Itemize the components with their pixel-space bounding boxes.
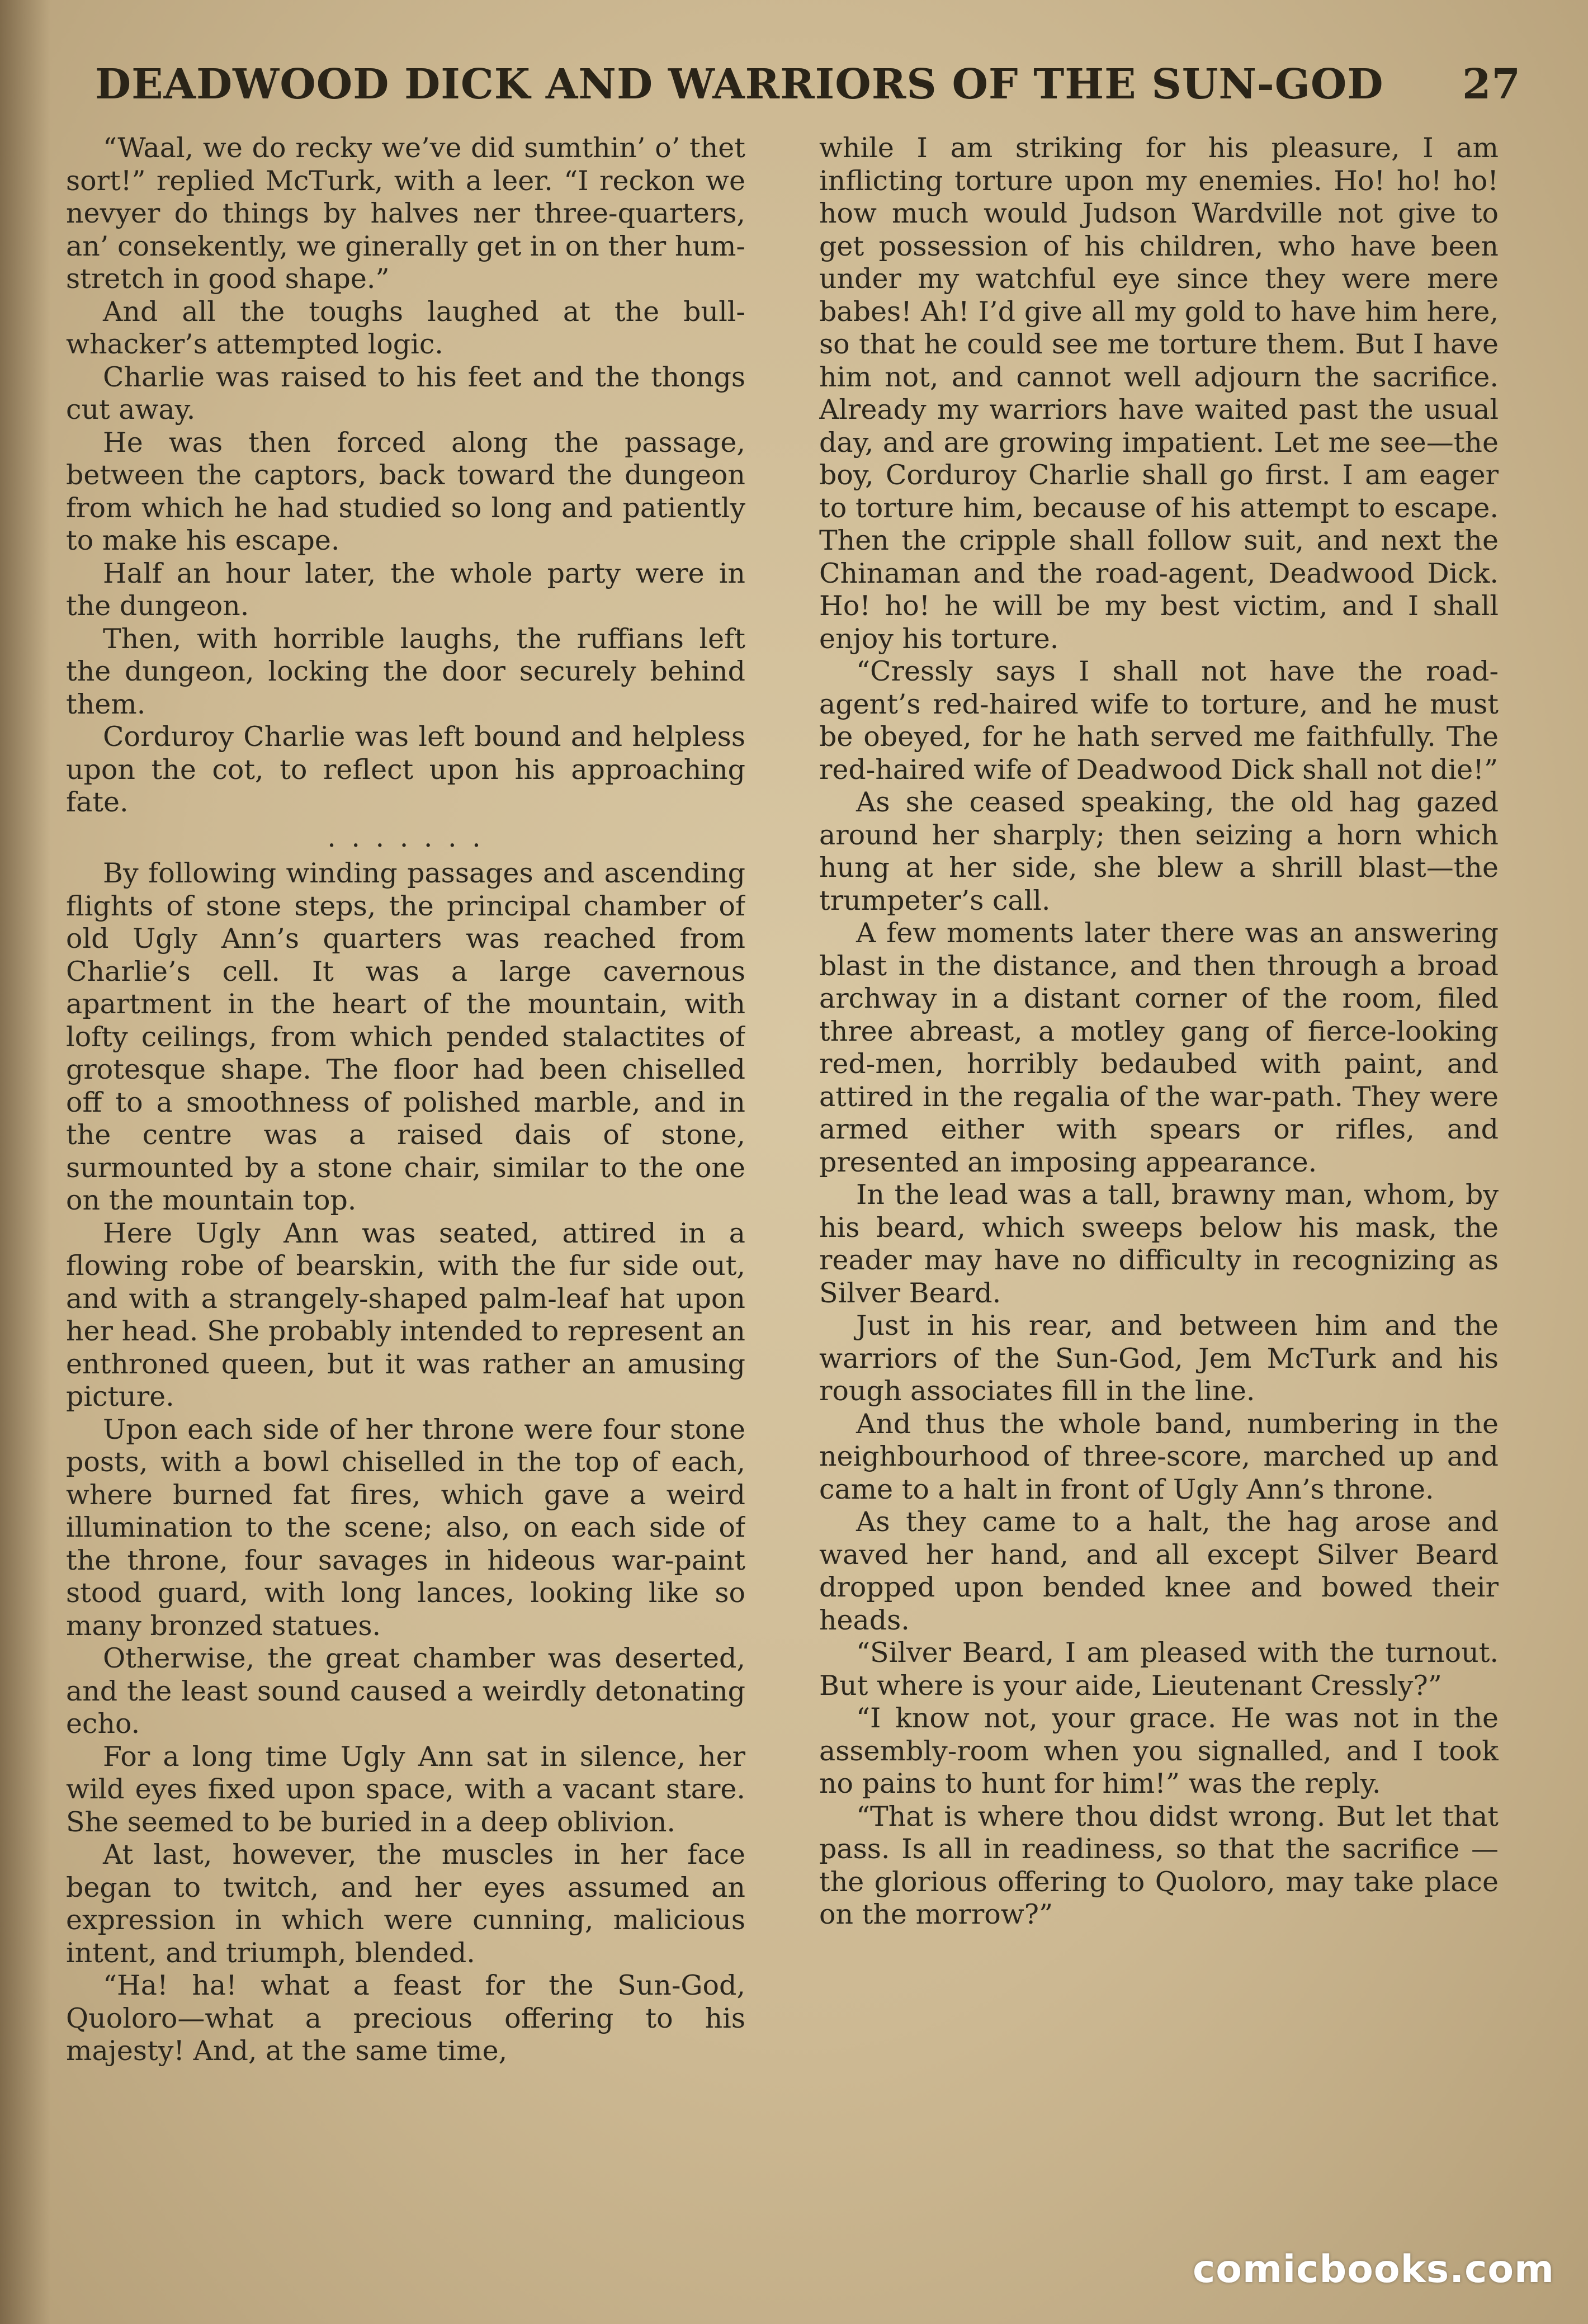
page-number: 27 xyxy=(1462,60,1521,108)
running-title: DEADWOOD DICK AND WARRIORS OF THE SUN-GOD xyxy=(95,60,1384,108)
paragraph: “Silver Beard, I am pleased with the turnout. But where is your aide, Lieutenant Cressly?” xyxy=(819,1637,1499,1702)
section-break: . . . . . . . xyxy=(327,821,484,853)
paragraph: Here Ugly Ann was seated, attired in a flowing robe of bearskin, with the fur side out, and with a strangely-shaped palm-leaf hat upon her head. She probably intended to represent an enthroned queen, but it was rather an amusing picture. xyxy=(66,1217,745,1413)
paragraph: Half an hour later, the whole party were in the dungeon. xyxy=(66,557,745,622)
paragraph: “Cressly says I shall not have the road-agent’s red-haired wife to torture, and he must be obeyed, for he hath served me faithfully. The red-haired wife of Deadwood Dick shall not die!” xyxy=(819,655,1499,786)
paragraph: “Waal, we do recky we’ve did sumthin’ o’ thet sort!” replied McTurk, with a leer. “I reckon we nevyer do things by halves ner three-quarters, an’ consekently, we ginerally get in on ther hum-stretch in good shape.” xyxy=(66,132,745,295)
paragraph: In the lead was a tall, brawny man, whom, by his beard, which sweeps below his mask, the reader may have no difficulty in recognizing as Silver Beard. xyxy=(819,1179,1499,1309)
right-text-column xyxy=(819,132,1499,2190)
paragraph: while I am striking for his pleasure, I am inflicting torture upon my enemies. Ho! ho! ho! how much would Judson Wardville not give to get possession of his children, who have been under my watchful eye since they were mere babes! Ah! I’d give all my gold to have him here, so that he could see me torture them. But I have him not, and cannot well adjourn the sacrifice. Already my warriors have waited past the usual day, and are growing impatient. Let me see—the boy, Corduroy Charlie shall go first. I am eager to torture him, because of his attempt to escape. Then the cripple shall follow suit, and next the Chinaman and the road-agent, Deadwood Dick. Ho! ho! he will be my best victim, and I shall enjoy his torture. xyxy=(819,132,1499,655)
paragraph: Then, with horrible laughs, the ruffians left the dungeon, locking the door securely behind them. xyxy=(66,622,745,720)
paragraph: For a long time Ugly Ann sat in silence, her wild eyes fixed upon space, with a vacant stare. She seemed to be buried in a deep oblivion. xyxy=(66,1740,745,1838)
left-text-column xyxy=(66,132,745,2190)
paragraph: As they came to a halt, the hag arose and waved her hand, and all except Silver Beard dropped upon bended knee and bowed their heads. xyxy=(819,1506,1499,1636)
paragraph: He was then forced along the passage, between the captors, back toward the dungeon from which he had studied so long and patiently to make his escape. xyxy=(66,426,745,556)
spine-shadow xyxy=(0,0,50,2324)
paragraph: And all the toughs laughed at the bull-whacker’s attempted logic. xyxy=(66,295,745,360)
paragraph: Charlie was raised to his feet and the thongs cut away. xyxy=(66,361,745,426)
paragraph: And thus the whole band, numbering in the neighbourhood of three-score, marched up and came to a halt in front of Ugly Ann’s throne. xyxy=(819,1407,1499,1505)
paragraph: Otherwise, the great chamber was deserted, and the least sound caused a weirdly detonating echo. xyxy=(66,1642,745,1740)
paragraph: At last, however, the muscles in her face began to twitch, and her eyes assumed an expression in which were cunning, malicious intent, and triumph, blended. xyxy=(66,1839,745,1969)
running-header xyxy=(95,54,1521,115)
paragraph: “I know not, your grace. He was not in the assembly-room when you signalled, and I took no pains to hunt for him!” was the reply. xyxy=(819,1702,1499,1799)
paragraph: Just in his rear, and between him and the warriors of the Sun-God, Jem McTurk and his rough associates fill in the line. xyxy=(819,1310,1499,1407)
paragraph: “That is where thou didst wrong. But let that pass. Is all in readiness, so that the sacrifice — the glorious offering to Quoloro, may take place on the morrow?” xyxy=(819,1800,1499,1930)
paragraph: “Ha! ha! what a feast for the Sun-God, Quoloro—what a precious offering to his majesty! And, at the same time, xyxy=(66,1969,745,2067)
paragraph: Upon each side of her throne were four stone posts, with a bowl chiselled in the top of each, where burned fat fires, which gave a weird illumination to the scene; also, on each side of the throne, four savages in hideous war-paint stood guard, with long lances, looking like so many bronzed statues. xyxy=(66,1413,745,1642)
paragraph: A few moments later there was an answering blast in the distance, and then through a broad archway in a distant corner of the room, filed three abreast, a motley gang of fierce-looking red-men, horribly bedaubed with paint, and attired in the regalia of the war-path. They were armed either with spears or rifles, and presented an imposing appearance. xyxy=(819,917,1499,1178)
paragraph: Corduroy Charlie was left bound and helpless upon the cot, to reflect upon his approaching fate. xyxy=(66,721,745,818)
paragraph: By following winding passages and ascending flights of stone steps, the principal chamber of old Ugly Ann’s quarters was reached from Charlie’s cell. It was a large cavernous apartment in the heart of the mountain, with lofty ceilings, from which pended stalactites of grotesque shape. The floor had been chiselled off to a smoothness of polished marble, and in the centre was a raised dais of stone, surmounted by a stone chair, similar to the one on the mountain top. xyxy=(66,857,745,1216)
paragraph: As she ceased speaking, the old hag gazed around her sharply; then seizing a horn which hung at her side, she blew a shrill blast—the trumpeter’s call. xyxy=(819,786,1499,917)
site-watermark: comicbooks.com xyxy=(1192,2247,1554,2292)
